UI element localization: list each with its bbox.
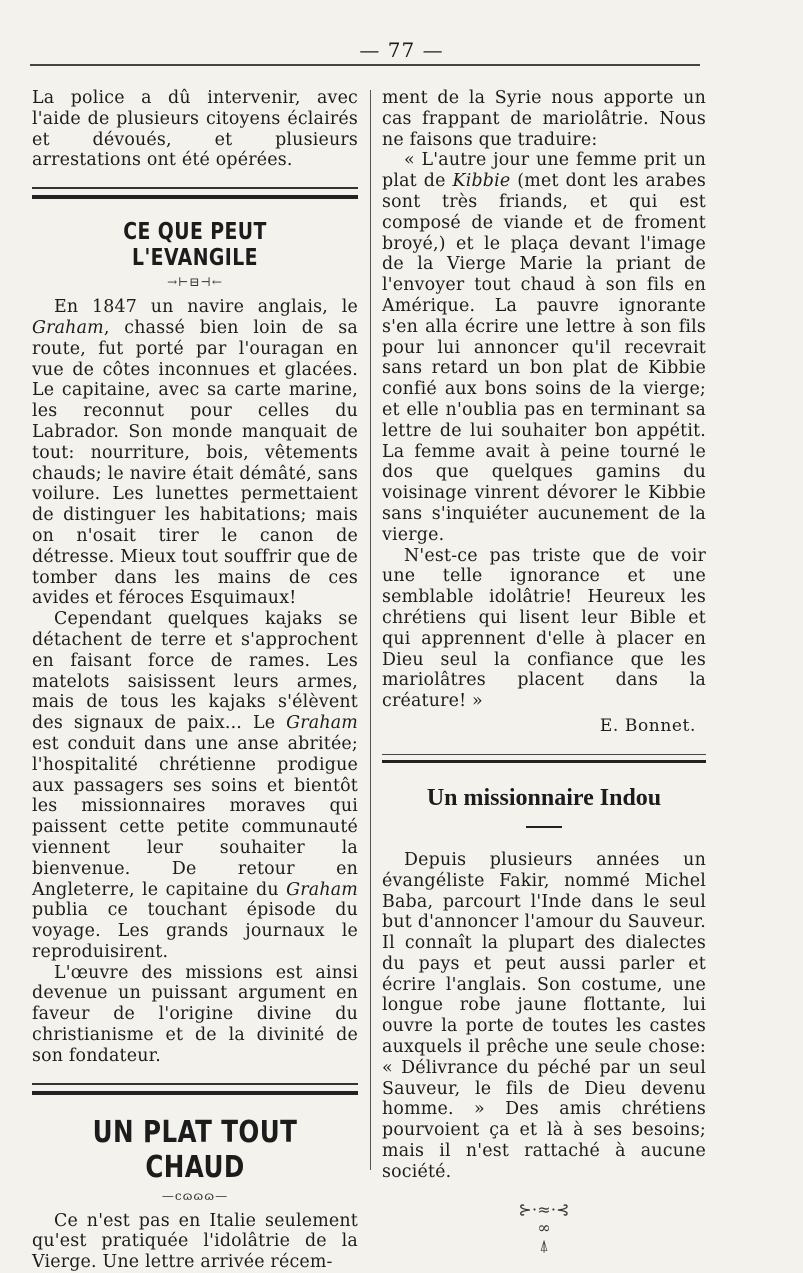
evangile-paragraph-2: Cependant quelques kajaks se détachent de terre et s'approchent en faisant force de rames. Les matelots saisissent leurs armes, mais de tous les kajaks s'élèvent des signaux de paix... Le Graham est conduit dans une anse abritée; l'hospitalité chrétienne prodigue aux passagers ses soins et bientôt les missionnaires moraves qui paissent cette petite communauté viennent leur souhaiter la bienvenue. De retour en Angleterre, le capitaine du Graham publia ce touchant épisode du voyage. Les grands journaux le reproduisirent. — [32, 609, 358, 962]
intro-paragraph: La police a dû intervenir, avec l'aide de plusieurs citoyens éclairés et dévoués, et plusieurs arrestations ont été opérées. — [32, 88, 358, 171]
plat-paragraph-2: N'est-ce pas triste que de voir une telle ignorance et une semblable idolâtrie! Heureux les chrétiens qui lisent leur Bible et qui apprennent d'elle à placer en Dieu seul la confiance que les mariolâtres placent dans la créature! » — [382, 545, 706, 712]
right-column — [382, 88, 706, 1255]
page-number: — 77 — — [359, 38, 444, 62]
evangile-paragraph-1: En 1847 un navire anglais, le Graham, chassé bien loin de sa route, fut porté par l'ouragan en vue de côtes inconnues et glacées. Le capitaine, avec sa carte marine, les reconnut pour celles du Labrador. Son monde manquait de tout: nourriture, bois, vêtements chauds; le navire était démâté, sans voilure. Les lunettes permettaient de distinguer les habitations; mais on n'osait tirer le canon de détresse. Mieux tout souffrir que de tomber dans les mains de ces avides et féroces Esquimaux! — [32, 297, 358, 609]
title-dash — [526, 826, 562, 828]
title-ornament: →⊢⊟⊣← — [167, 275, 223, 290]
plat-continuation: ment de la Syrie nous apporte un cas frappant de mariolâtrie. Nous ne faisons que traduire: — [382, 88, 706, 150]
missionnaire-paragraph: Depuis plusieurs années un évangéliste Fakir, nommé Michel Baba, parcourt l'Inde dans le seul but d'annoncer l'amour du Sauveur. Il connaît la plupart des dialectes du pays et peut aussi parler et écrire l'anglais. Son costume, une longue robe jaune flottante, lui ouvre la porte de toutes les castes auxquels il prêche une seule chose: « Délivrance du péché par un seul Sauveur, le fils de Dieu devenu homme. » Des amis chrétiens pourvoient ça et là à ses besoins; mais il n'est rattaché à aucune société. — [382, 849, 706, 1182]
left-column — [32, 88, 358, 1273]
plat-quote: « L'autre jour une femme prit un plat de Kibbie (met dont les arabes sont très friands, et qui est composé de viande et de froment broyé,) et le plaça devant l'image de la Vierge Marie la priant de l'envoyer tout chaud à son fils en Amérique. La pauvre ignorante s'en alla écrire une lettre à son fils pour lui annoncer qu'il recevrait sans retard un bon plat de Kibbie confié aux bons soins de la vierge; et elle n'oublia pas en terminant sa lettre de lui souhaiter bon appétit. La femme avait à peine tourné le dos que quelques gamins du voisinage vinrent dévorer le Kibbie sans s'inquiéter aucunement de la vierge. — [382, 150, 706, 545]
author-signature: E. Bonnet. — [599, 715, 696, 736]
column-divider — [370, 90, 371, 1170]
section-rule — [32, 1083, 358, 1095]
section-title-plat: UN PLAT TOUT CHAUD — [92, 1114, 298, 1185]
section-title-missionnaire: Un missionnaire Indou — [426, 784, 662, 811]
section-title-evangile: CE QUE PEUT L'EVANGILE — [123, 219, 267, 272]
title-ornament: —cɷɷɷ— — [161, 1188, 229, 1203]
section-rule — [32, 187, 358, 199]
end-ornament: ⊱⋅≈⋅⊰ ∞ ⍋ — [518, 1199, 570, 1255]
evangile-paragraph-3: L'œuvre des missions est ainsi devenue un puissant argument en faveur de l'origine divine du christianisme et de la divinité de son fondateur. — [32, 962, 358, 1066]
section-rule — [382, 754, 706, 763]
plat-paragraph-1: Ce n'est pas en Italie seulement qu'est pratiquée l'idolâtrie de la Vierge. Une lettre arrivée récem- — [32, 1210, 358, 1273]
header-rule — [30, 64, 700, 66]
